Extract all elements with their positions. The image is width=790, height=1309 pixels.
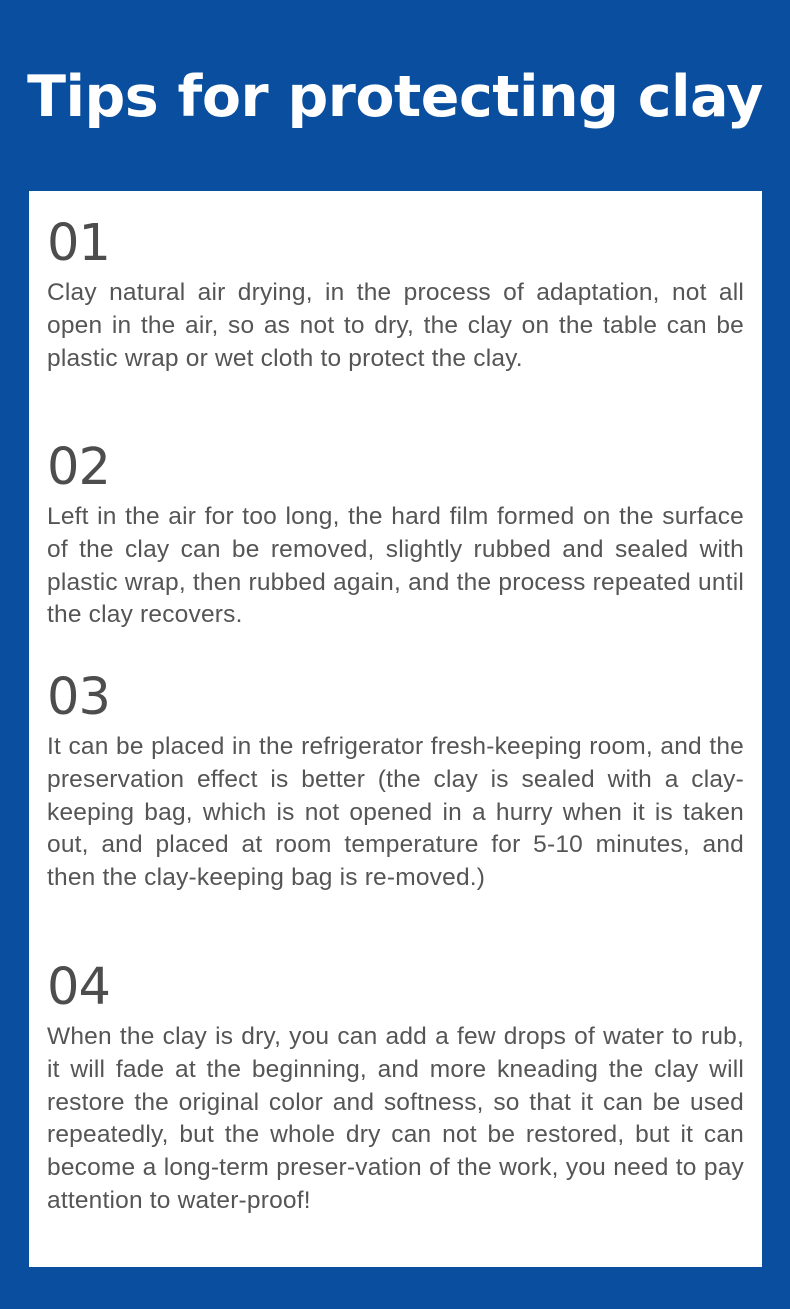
tip-item	[47, 439, 744, 632]
tip-number: 04	[47, 958, 110, 1017]
tips-card	[29, 191, 762, 1267]
tip-text: It can be placed in the refrigerator fresh-keeping room, and the preservation effect is better (the clay is sealed with a clay-keeping bag, which is not opened in a hurry when it is taken out, and placed at room temperature for 5-10 minutes, and then the clay-keeping bag is re-moved.)	[47, 733, 744, 892]
tip-number: 02	[47, 438, 110, 497]
tip-item	[47, 669, 744, 895]
tip-text: Clay natural air drying, in the process of adaptation, not all open in the air, so as not to dry, the clay on the table can be plastic wrap or wet cloth to protect the clay.	[47, 279, 744, 372]
tip-item	[47, 959, 744, 1218]
page-title: Tips for protecting clay	[27, 64, 763, 130]
tip-item	[47, 215, 744, 375]
tip-number: 01	[47, 214, 110, 273]
tip-text: When the clay is dry, you can add a few drops of water to rub, it will fade at the beginning, and more kneading the clay will restore the original color and softness, so that it can be used repeatedly, but the whole dry can not be restored, but it can become a long-term preser-vation of the work, you need to pay attention to water-proof!	[47, 1023, 744, 1214]
tip-text: Left in the air for too long, the hard film formed on the surface of the clay can be removed, slightly rubbed and sealed with plastic wrap, then rubbed again, and the process repeated until the clay recovers.	[47, 503, 744, 629]
tip-number: 03	[47, 668, 110, 727]
